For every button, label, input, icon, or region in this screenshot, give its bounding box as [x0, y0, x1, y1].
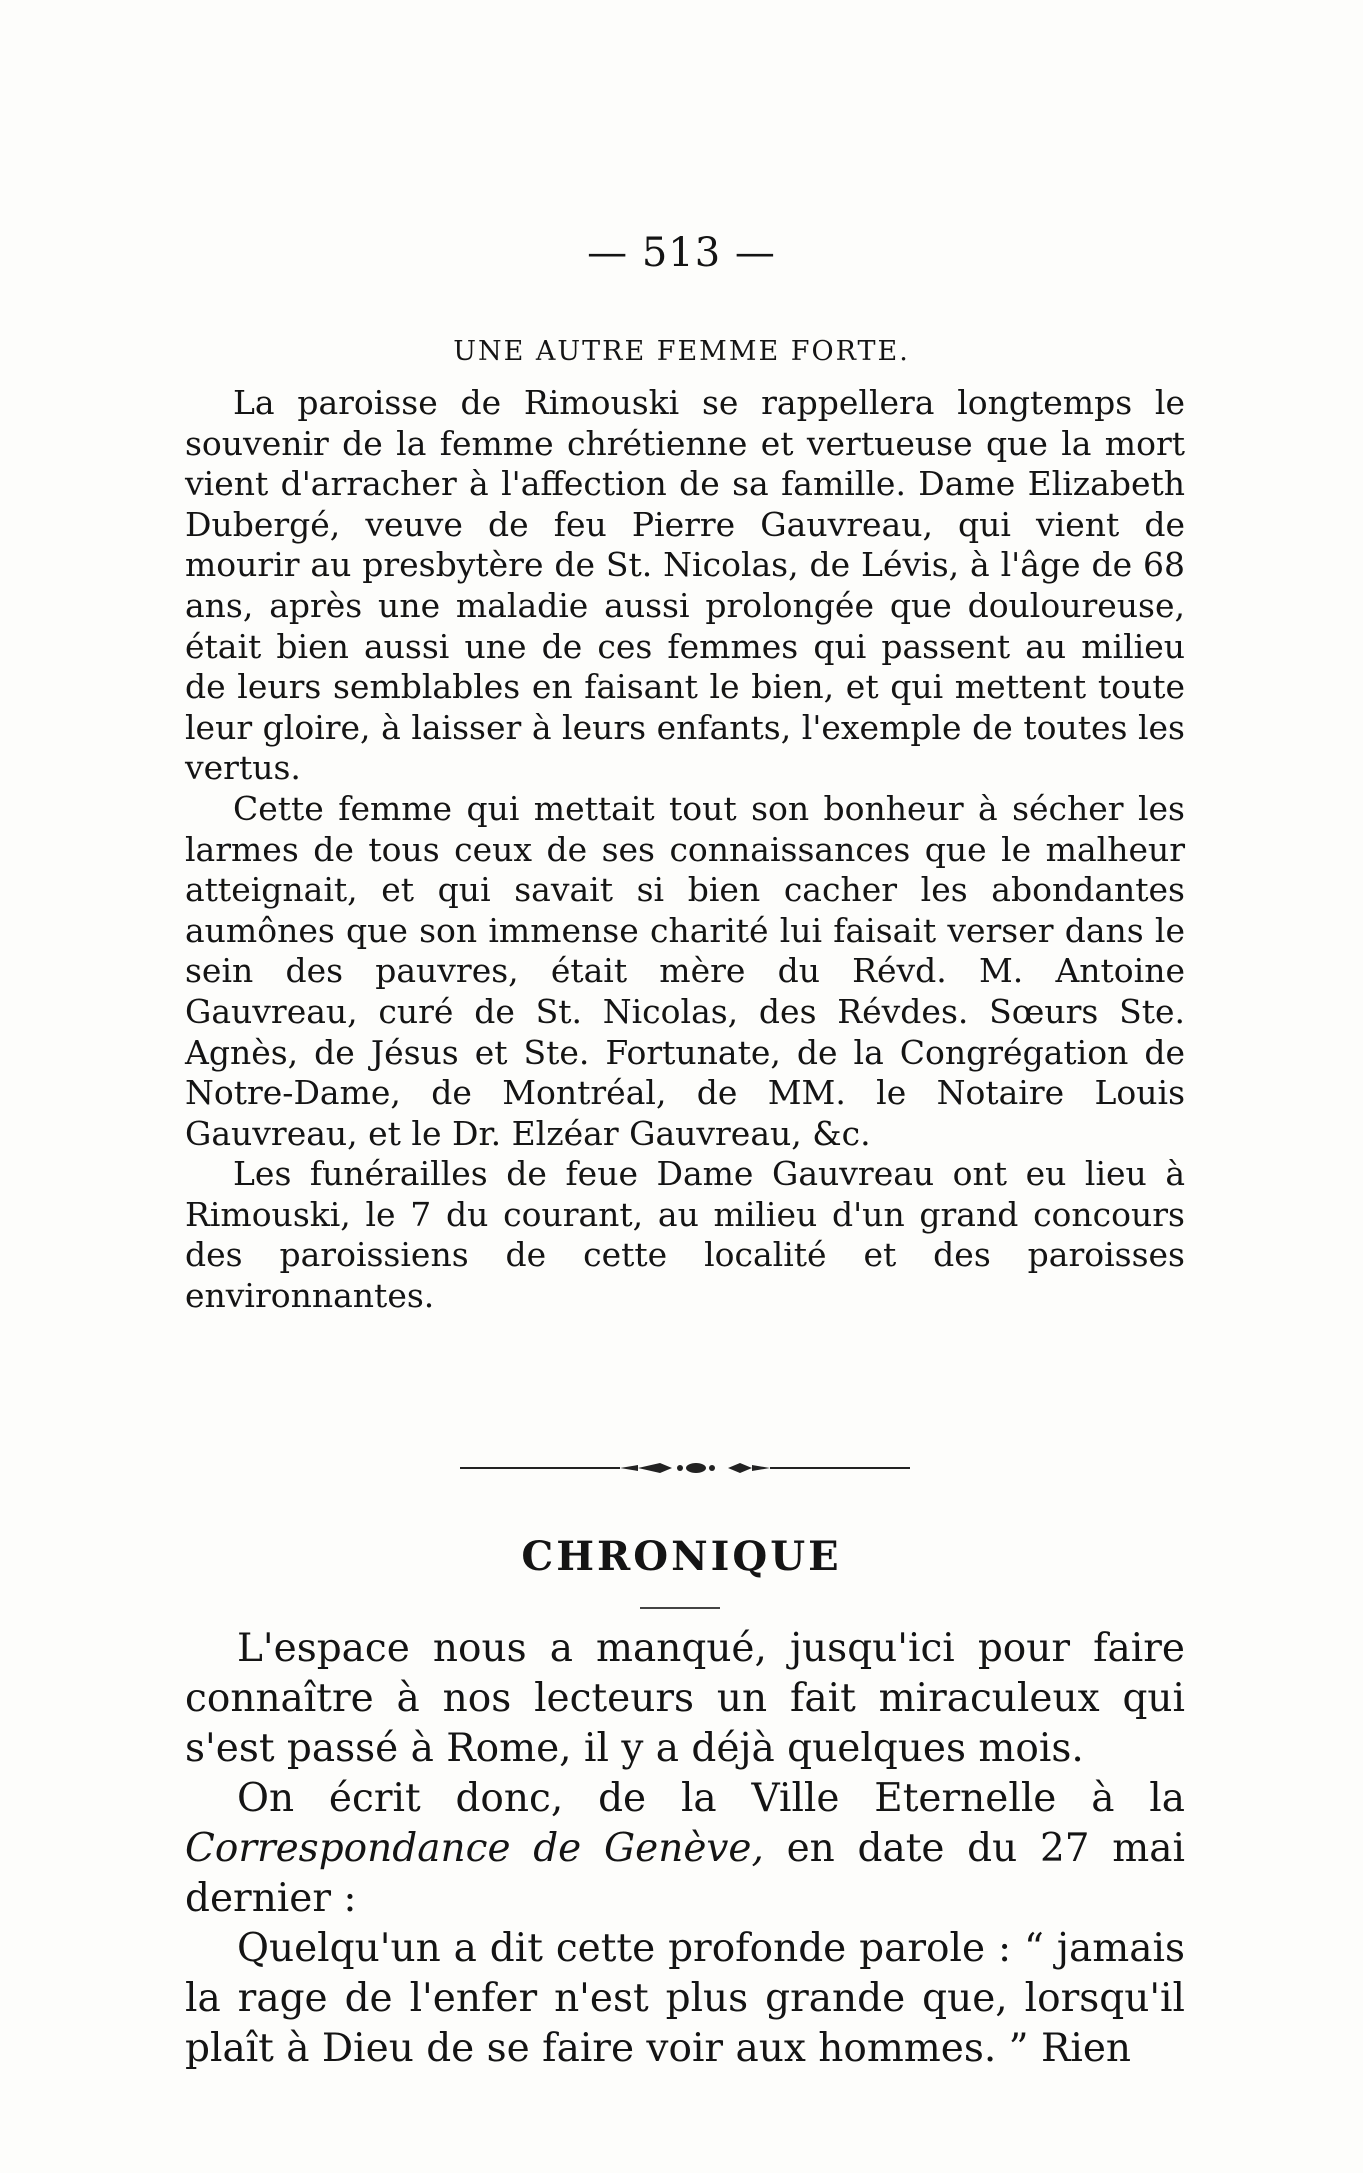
article-paragraph: La paroisse de Rimouski se rappellera longtemps le souvenir de la femme chrétienne et vertueuse que la mort vient d'arracher à l'affection de sa famille. Dame Elizabeth Dubergé, veuve de feu Pierre Gauvreau, qui vient de mourir au presbytère de St. Nicolas, de Lévis, à l'âge de 68 ans, après une maladie aussi prolongée que douloureuse, était bien aussi une de ces femmes qui passent au milieu de leurs semblables en faisant le bien, et qui mettent toute leur gloire, à laisser à leurs enfants, l'exemple de toutes les vertus.	[185, 383, 1185, 788]
chronique-text: On écrit donc, de la Ville Eternelle à la	[237, 1776, 1185, 1821]
article-paragraph: Les funérailles de feue Dame Gauvreau ont eu lieu à Rimouski, le 7 du courant, au milieu d'un grand concours des paroissiens de cette localité et des paroisses environnantes.	[185, 1154, 1185, 1316]
chronique-paragraph: Quelqu'un a dit cette profonde parole : “ jamais la rage de l'enfer n'est plus grande que, lorsqu'il plaît à Dieu de se faire voir aux hommes. ” Rien	[185, 1926, 1185, 2071]
chronique-paragraph	[185, 1774, 1185, 1924]
ornamental-divider	[460, 1456, 910, 1480]
title-underline	[640, 1607, 720, 1609]
chronique-paragraph: L'espace nous a manqué, jusqu'ici pour faire connaître à nos lecteurs un fait miraculeux qui s'est passé à Rome, il y a déjà quelques mois.	[185, 1626, 1185, 1771]
page-number: — 513 —	[587, 230, 776, 276]
chronique-text: en date du 27 mai dernier :	[185, 1826, 1185, 1921]
newspaper-title: Correspondance de Genève,	[185, 1826, 764, 1871]
chronique-body	[185, 1624, 1185, 2074]
article-body	[185, 383, 1185, 1317]
chronique-title: CHRONIQUE	[521, 1533, 842, 1580]
article-heading: UNE AUTRE FEMME FORTE.	[453, 336, 910, 367]
article-paragraph: Cette femme qui mettait tout son bonheur à sécher les larmes de tous ceux de ses connaissances que le malheur atteignait, et qui savait si bien cacher les abondantes aumônes que son immense charité lui faisait verser dans le sein des pauvres, était mère du Révd. M. Antoine Gauvreau, curé de St. Nicolas, des Révdes. Sœurs Ste. Agnès, de Jésus et Ste. Fortunate, de la Congrégation de Notre-Dame, de Montréal, de MM. le Notaire Louis Gauvreau, et le Dr. Elzéar Gauvreau, &c.	[185, 788, 1185, 1153]
